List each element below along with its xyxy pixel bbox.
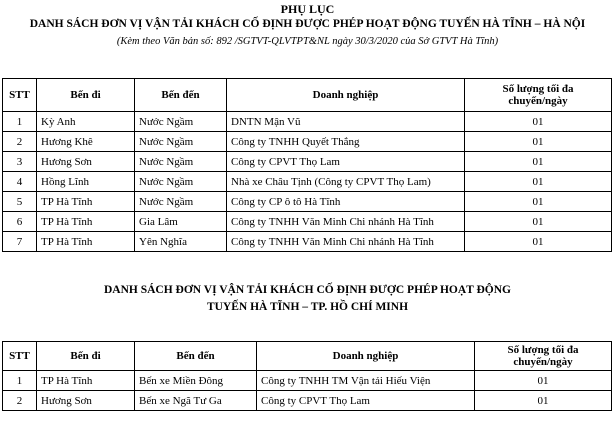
cell-stt: 1 — [3, 112, 37, 132]
col-header-so-luong — [465, 79, 612, 112]
cell-stt: 2 — [3, 132, 37, 152]
table-row — [3, 391, 612, 411]
table-row — [3, 371, 612, 391]
table-row — [3, 152, 612, 172]
cell-ben-di: TP Hà Tĩnh — [37, 371, 135, 391]
col-header-doanh-nghiep: Doanh nghiệp — [227, 79, 465, 112]
cell-ben-di: TP Hà Tĩnh — [37, 232, 135, 252]
cell-ben-den: Nước Ngầm — [135, 192, 227, 212]
table-row — [3, 212, 612, 232]
section2-title-line2: TUYẾN HÀ TĨNH – TP. HỒ CHÍ MINH — [206, 301, 409, 313]
page-title: PHỤ LỤC — [280, 2, 335, 16]
col-header-ben-den: Bến đến — [135, 342, 257, 371]
table-header-row — [3, 79, 612, 112]
cell-doanh-nghiep: Công ty TNHH Văn Minh Chi nhánh Hà Tĩnh — [227, 212, 465, 232]
cell-stt: 6 — [3, 212, 37, 232]
cell-ben-den: Yên Nghĩa — [135, 232, 227, 252]
table-row — [3, 192, 612, 212]
col-header-so-luong — [475, 342, 612, 371]
cell-doanh-nghiep: Công ty TNHH Văn Minh Chi nhánh Hà Tĩnh — [227, 232, 465, 252]
cell-ben-di: Kỳ Anh — [37, 112, 135, 132]
so-luong-line-2: chuyến/ngày — [513, 356, 573, 368]
cell-doanh-nghiep: DNTN Mận Vũ — [227, 112, 465, 132]
cell-so-luong: 01 — [465, 232, 612, 252]
document-subtitle: DANH SÁCH ĐƠN VỊ VẬN TẢI KHÁCH CỐ ĐỊNH ĐƯỢC PHÉP HOẠT ĐỘNG TUYẾN HÀ TĨNH – HÀ NỘI — [29, 18, 586, 30]
so-luong-line-1: Số lượng tối đa — [502, 83, 574, 95]
cell-doanh-nghiep: Công ty TNHH Quyết Thắng — [227, 132, 465, 152]
cell-doanh-nghiep: Công ty CPVT Thọ Lam — [257, 391, 475, 411]
so-luong-line-1: Số lượng tối đa — [507, 344, 579, 356]
cell-doanh-nghiep: Nhà xe Châu Tịnh (Công ty CPVT Thọ Lam) — [227, 172, 465, 192]
cell-ben-di: Hương Sơn — [37, 391, 135, 411]
cell-doanh-nghiep: Công ty TNHH TM Vận tải Hiếu Viện — [257, 371, 475, 391]
col-header-stt: STT — [3, 342, 37, 371]
cell-stt: 2 — [3, 391, 37, 411]
cell-stt: 1 — [3, 371, 37, 391]
cell-ben-den: Gia Lâm — [135, 212, 227, 232]
col-header-ben-di: Bến đi — [37, 342, 135, 371]
cell-so-luong: 01 — [475, 391, 612, 411]
col-header-ben-di: Bến đi — [37, 79, 135, 112]
cell-so-luong: 01 — [475, 371, 612, 391]
cell-stt: 3 — [3, 152, 37, 172]
table-row — [3, 172, 612, 192]
hanoi-route-table — [2, 78, 612, 252]
cell-so-luong: 01 — [465, 152, 612, 172]
hcm-route-table — [2, 341, 612, 411]
cell-stt: 4 — [3, 172, 37, 192]
col-header-doanh-nghiep: Doanh nghiệp — [257, 342, 475, 371]
cell-ben-den: Nước Ngầm — [135, 132, 227, 152]
cell-ben-den: Nước Ngầm — [135, 112, 227, 132]
cell-ben-di: TP Hà Tĩnh — [37, 212, 135, 232]
col-header-ben-den: Bến đến — [135, 79, 227, 112]
cell-doanh-nghiep: Công ty CP ô tô Hà Tĩnh — [227, 192, 465, 212]
reference-note: (Kèm theo Văn bản số: 892 /SGTVT-QLVTPT&NL ngày 30/3/2020 của Sở GTVT Hà Tĩnh) — [116, 36, 499, 47]
cell-ben-di: Hương Khê — [37, 132, 135, 152]
cell-ben-den: Nước Ngầm — [135, 172, 227, 192]
cell-so-luong: 01 — [465, 192, 612, 212]
cell-ben-di: Hương Sơn — [37, 152, 135, 172]
cell-ben-den: Bến xe Ngã Tư Ga — [135, 391, 257, 411]
cell-ben-den: Bến xe Miền Đông — [135, 371, 257, 391]
so-luong-line-2: chuyến/ngày — [508, 95, 568, 107]
cell-doanh-nghiep: Công ty CPVT Thọ Lam — [227, 152, 465, 172]
cell-stt: 5 — [3, 192, 37, 212]
cell-so-luong: 01 — [465, 132, 612, 152]
cell-so-luong: 01 — [465, 212, 612, 232]
section2-title-line1: DANH SÁCH ĐƠN VỊ VẬN TẢI KHÁCH CỐ ĐỊNH ĐƯỢC PHÉP HOẠT ĐỘNG — [103, 284, 511, 296]
cell-ben-di: Hồng Lĩnh — [37, 172, 135, 192]
cell-so-luong: 01 — [465, 172, 612, 192]
table-row — [3, 112, 612, 132]
col-header-stt: STT — [3, 79, 37, 112]
cell-stt: 7 — [3, 232, 37, 252]
table-row — [3, 132, 612, 152]
cell-so-luong: 01 — [465, 112, 612, 132]
cell-ben-den: Nước Ngầm — [135, 152, 227, 172]
table-row — [3, 232, 612, 252]
cell-ben-di: TP Hà Tĩnh — [37, 192, 135, 212]
table-header-row — [3, 342, 612, 371]
